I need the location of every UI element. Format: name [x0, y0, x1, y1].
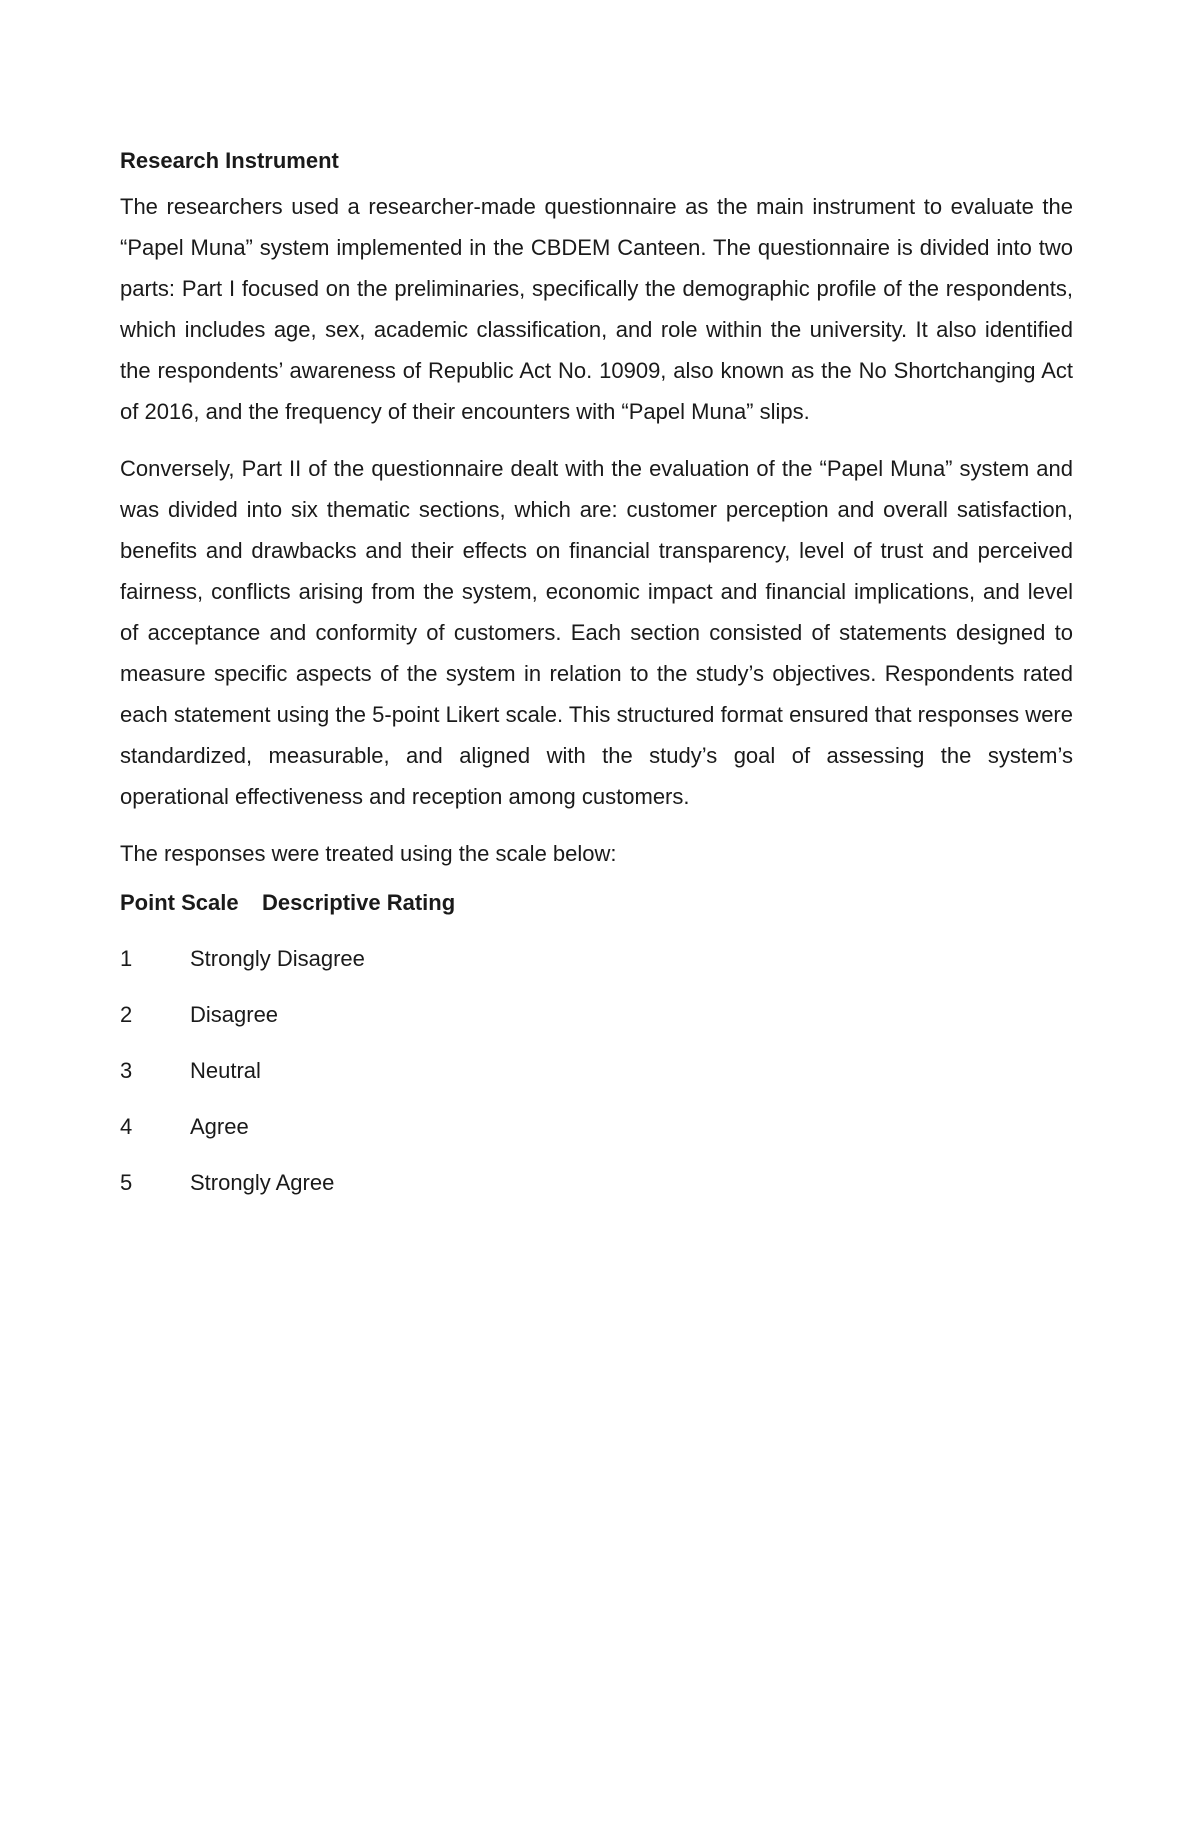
scale-point: 1: [120, 946, 133, 971]
descriptive-rating-header: Descriptive Rating: [262, 890, 456, 915]
scale-point: 5: [120, 1170, 133, 1195]
scale-rating: Strongly Agree: [190, 1170, 335, 1195]
scale-row: [120, 1056, 1073, 1086]
section-heading: Research Instrument: [120, 148, 339, 173]
scale-intro-text: The responses were treated using the scale below:: [120, 841, 617, 866]
point-scale-header: Point Scale: [120, 890, 239, 915]
scale-rating: Agree: [190, 1114, 249, 1139]
scale-point: 4: [120, 1114, 133, 1139]
document-page: [120, 146, 1073, 1224]
scale-row: [120, 1000, 1073, 1030]
scale-row: [120, 1168, 1073, 1198]
scale-row: [120, 1112, 1073, 1142]
scale-point: 3: [120, 1058, 133, 1083]
paragraph-part-one: The researchers used a researcher-made questionnaire as the main instrument to evaluate the “Papel Muna” system implemented in the CBDEM Canteen. The questionnaire is divided into two parts: Part I focused on the preliminaries, specifically the demographic profile of the respondents, which includes age, sex, academic classification, and role within the university. It also identified the respondents’ awareness of Republic Act No. 10909, also known as the No Shortchanging Act of 2016, and the frequency of their encounters with “Papel Muna” slips.: [120, 194, 1073, 424]
scale-point: 2: [120, 1002, 133, 1027]
paragraph-part-two: Conversely, Part II of the questionnaire dealt with the evaluation of the “Papel Muna” system and was divided into six thematic sections, which are: customer perception and overall satisfaction, benefits and drawbacks and their effects on financial transparency, level of trust and perceived fairness, conflicts arising from the system, economic impact and financial implications, and level of acceptance and conformity of customers. Each section consisted of statements designed to measure specific aspects of the system in relation to the study’s objectives. Respondents rated each statement using the 5-point Likert scale. This structured format ensured that responses were standardized, measurable, and aligned with the study’s goal of assessing the system’s operational effectiveness and reception among customers.: [120, 456, 1073, 809]
scale-rating: Strongly Disagree: [190, 946, 365, 971]
scale-table-header: [120, 888, 1073, 918]
scale-row: [120, 944, 1073, 974]
scale-rating: Neutral: [190, 1058, 261, 1083]
scale-rating: Disagree: [190, 1002, 279, 1027]
scale-table: [120, 944, 1073, 1198]
